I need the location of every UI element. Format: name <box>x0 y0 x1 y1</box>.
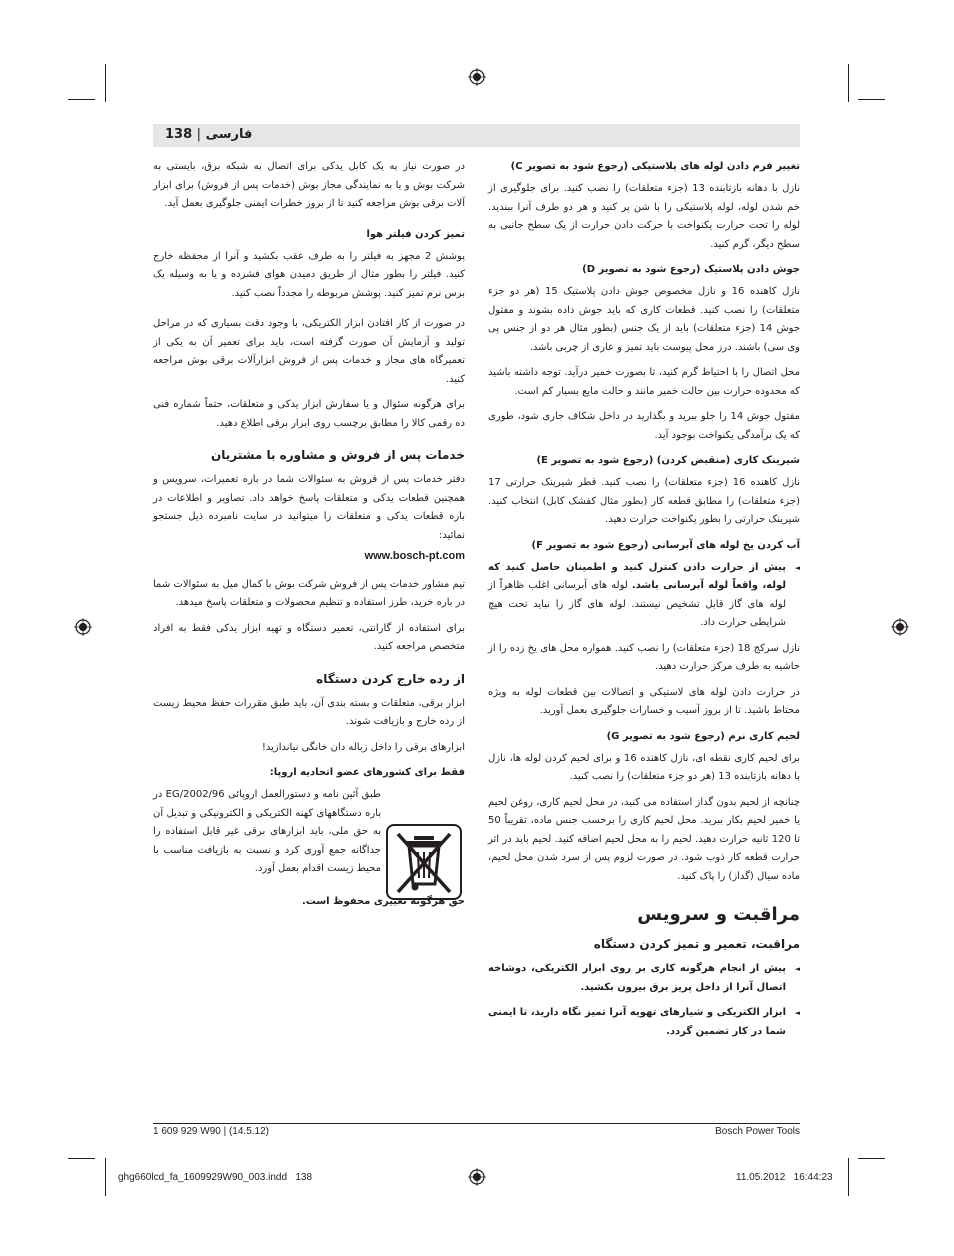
disposal-heading: از رده خارج کردن دستگاه <box>316 671 465 686</box>
paragraph: در حرارت دادن لوله های لاستیکی و اتصالات بین قطعات لوله به ویژه محتاط باشید. تا از بروز آسیب و خسارات جلوگیری بعمل آورید. <box>488 686 800 716</box>
service-heading: خدمات پس از فروش و مشاوره با مشتریان <box>211 448 465 462</box>
rights-note: حق هرگونه تغییری محفوظ است. <box>301 895 465 907</box>
crop-mark <box>848 64 849 102</box>
crop-mark <box>105 1158 106 1196</box>
section-heading-shrinking: شیرینک کاری (منقبض کردن) (رجوع شود به تصویر E) <box>536 455 800 466</box>
paragraph: ابزار برقی، متعلقات و بسته بندی آن، باید طبق مقررات حفظ محیط زیست از رده خارج و بازیافت شوند. <box>153 697 465 727</box>
paragraph: برای استفاده از گارانتی، تعمیر دستگاه و تهیه ابزار یدکی فقط به افراد متخصص مراجعه کنید. <box>153 622 465 652</box>
paragraph: مفتول جوش 14 را جلو ببرید و بگذارید در داخل شکاف جاری شود، طوری که یک برآمدگی یکنواخت بوجود آید. <box>488 411 800 441</box>
file-name: ghg660lcd_fa_1609929W90_003.indd 138 <box>118 1172 313 1183</box>
paragraph: برای هرگونه سئوال و یا سفارش ابزار یدکی و متعلقات، حتماً شماره فنی ده رقمی کالا را مطابق برچسب روی ابزار برقی اطلاع دهید. <box>153 399 465 429</box>
paragraph: نازل کاهنده 16 (جزء متعلقات) را نصب کنید. قطر شیرینک حرارتی 17 (جزء متعلقات) را مطابق قطعه کار (بطور مثال کفشک کابل) انتخاب کنید. شیرینک حرارتی را بطور یکنواخت حرارت دهید. <box>488 477 800 525</box>
crop-mark <box>68 1158 95 1159</box>
crop-mark <box>105 64 106 102</box>
paragraph: طبق آئین نامه و دستورالعمل اروپائی 2002/96/EG در باره دستگاههای کهنه الکتریکی و الکترونیکی و تبدیل آن به حق ملی، باید ابزارهای برقی غیر قابل استفاده را جداگانه جمع آوری کرد و نسبت به بازیافت مناسب با محیط زیست اقدام بعمل آورد. <box>153 789 381 874</box>
care-bullet: ◄ ابزار الکتریکی و شیارهای تهویه آنرا تمیز نگاه دارید، تا ایمنی شما در کار تضمین گردد. <box>488 1004 800 1041</box>
registration-mark-icon <box>468 68 486 86</box>
right-column <box>488 158 800 1048</box>
page-header <box>165 127 252 142</box>
crop-mark <box>858 99 885 100</box>
paragraph: تیم مشاور خدمات پس از فروش شرکت بوش با کمال میل به سئوالات شما در باره خرید، طرز استفاده و تنظیم محصولات و متعلقات پاسخ میدهد. <box>153 578 465 608</box>
doc-number: 1 609 929 W90 | (14.5.12) <box>153 1126 270 1137</box>
page-number: 138 <box>165 127 193 142</box>
warning-bullet <box>488 559 800 633</box>
date-time: 11.05.2012 16:44:23 <box>736 1172 833 1183</box>
registration-mark-icon <box>891 618 909 636</box>
paragraph: در صورت از کار افتادن ابزار الکتریکی، با وجود دقت بسیاری که در مراحل تولید و آزمایش آن صورت گرفته است، باید برای تعمیر آن به یکی از تعمیرگاه های مجاز و خدمات پس از فروش ابزارآلات برقی بوش مراجعه کنید. <box>153 318 465 385</box>
section-heading-soldering: لحیم کاری نرم (رجوع شود به تصویر G) <box>606 730 800 742</box>
crop-mark <box>858 1158 885 1159</box>
paragraph: برای لحیم کاری نقطه ای، نازل کاهنده 16 و برای لحیم کردن لوله ها، نازل با دهانه بازتابنده 13 (هر دو جزء متعلقات) را نصب کنید. <box>488 752 800 782</box>
section-heading-shaping: تغییر فرم دادن لوله های پلاستیکی (رجوع شود به تصویر C) <box>510 161 800 172</box>
paragraph: چنانچه از لحیم بدون گداز استفاده می کنید، در محل لحیم کاری، روغن لحیم یا خمیر لحیم بکار ببرید. محل لحیم کاری را برحسب جنس ماده، تقریباً 50 تا 120 ثانیه حرارت دهید. لحیم را به محل لحیم اضافه کنید. لحیم باید در اثر حرارت قطعه کار ذوب شود. در صورت لزوم پس از سرد شدن محل لحیم، ماده سیال (گداز) را پاک کنید. <box>488 796 800 882</box>
care-bullet: ◄ پیش از انجام هرگونه کاری بر روی ابزار الکتریکی، دوشاخه اتصال آنرا از داخل پریز برق بیرون بکشید. <box>488 960 800 997</box>
footer-rule <box>153 1123 800 1124</box>
paragraph: نازل با دهانه بازتابنده 13 (جزء متعلقات) را نصب کنید. برای جلوگیری از خم شدن لوله، لوله پلاستیکی را با شن پر کنید و هر دو طرف آنرا ببندید. لوله را تحت حرارت یکنواخت با حرکت دادن حرارت از یک سطح جانبی به سطح دیگر، گرم کنید. <box>488 183 801 250</box>
left-column <box>153 158 465 918</box>
paragraph: محل اتصال را با احتیاط گرم کنید، تا بصورت خمیر درآید. توجه داشته باشید که محدوده حرارت بین حالت خمیر مانند و حالت مایع بسیار کم است. <box>488 367 800 397</box>
paragraph: ابزارهای برقی را داخل زباله دان خانگی نیاندازید! <box>261 741 465 753</box>
filter-heading: تمیز کردن فیلتر هوا <box>366 228 465 240</box>
paragraph: در صورت نیاز به یک کابل یدکی برای اتصال به شبکه برق، بایستی به شرکت بوش و یا به نمایندگی مجاز بوش (خدمات پس از فروش) برای ابزار آلات برقی بوش مراجعه کنید تا از بروز خطرات ایمنی جلوگیری بعمل آید. <box>153 161 465 209</box>
crossed-out-wheeled-bin-icon <box>386 824 462 900</box>
section-heading-thawing: آب کردن یخ لوله های آبرسانی (رجوع شود به تصویر F) <box>531 539 800 551</box>
paragraph: پوشش 2 مجهز به فیلتر را به طرف عقب بکشید و آنرا از محفظه خارج کنید. فیلتر را بطور مثال از طریق دمیدن هوای فشرده و یا به وسیله یک برس نرم تمیز کنید. پوشش مربوطه را مجدداً نصب کنید. <box>153 250 465 299</box>
language-label: فارسی <box>205 127 253 142</box>
care-subheading: مراقبت، تعمیر و تمیز کردن دستگاه <box>593 937 800 951</box>
paragraph: دفتر خدمات پس از فروش به سئوالات شما در باره تعمیرات، سرویس و همچنین قطعات یدکی و متعلقات پاسخ خواهد داد. تصاویر و اطلاعات در باره قطعات یدکی و متعلقات را میتوانید در سایت نامبرده ذیل جستجو نمائید: <box>153 474 465 541</box>
warning-text: لوله های آبرسانی اغلب ظاهراً از لوله های گاز قابل تشخیص نیستند. لوله های گاز را نباید تحت هیچ شرایطی حرارت داد. <box>488 580 786 628</box>
header-separator: | <box>196 127 202 142</box>
care-title: مراقبت و سرویس <box>637 904 800 925</box>
warning-bold-text: پیش از حرارت دادن کنترل کنید و اطمینان حاصل کنید که لوله، واقعاً لوله آبرسانی باشد. <box>488 561 786 591</box>
crop-mark <box>68 99 95 100</box>
paragraph: نازل کاهنده 16 و نازل مخصوص جوش دادن پلاستیک 15 (هر دو جزء متعلقات) را نصب کنید. قطعات کاری که باید جوش داده بشوند و مفتول جوش 14 (جزء متعلقات) باید از یک جنس (بطور مثال هر دو از جنس پی وی سی) باشند. درز محل پیوست باید تمیز و عاری از چربی باشد. <box>488 286 800 353</box>
bosch-url-link[interactable]: www.bosch-pt.com <box>364 550 465 562</box>
brand-name: Bosch Power Tools <box>715 1126 800 1137</box>
eu-heading: فقط برای کشورهای عضو اتحادیه اروپا: <box>269 767 465 778</box>
section-heading-welding: جوش دادن پلاستیک (رجوع شود به تصویر D) <box>582 264 800 275</box>
registration-mark-icon <box>468 1168 486 1186</box>
paragraph: نازل سرکج 18 (جزء متعلقات) را نصب کنید. همواره محل های یخ زده را از حاشیه به طرف مرکز حرارت دهید. <box>488 642 800 672</box>
registration-mark-icon <box>74 618 92 636</box>
crop-mark <box>848 1158 849 1196</box>
